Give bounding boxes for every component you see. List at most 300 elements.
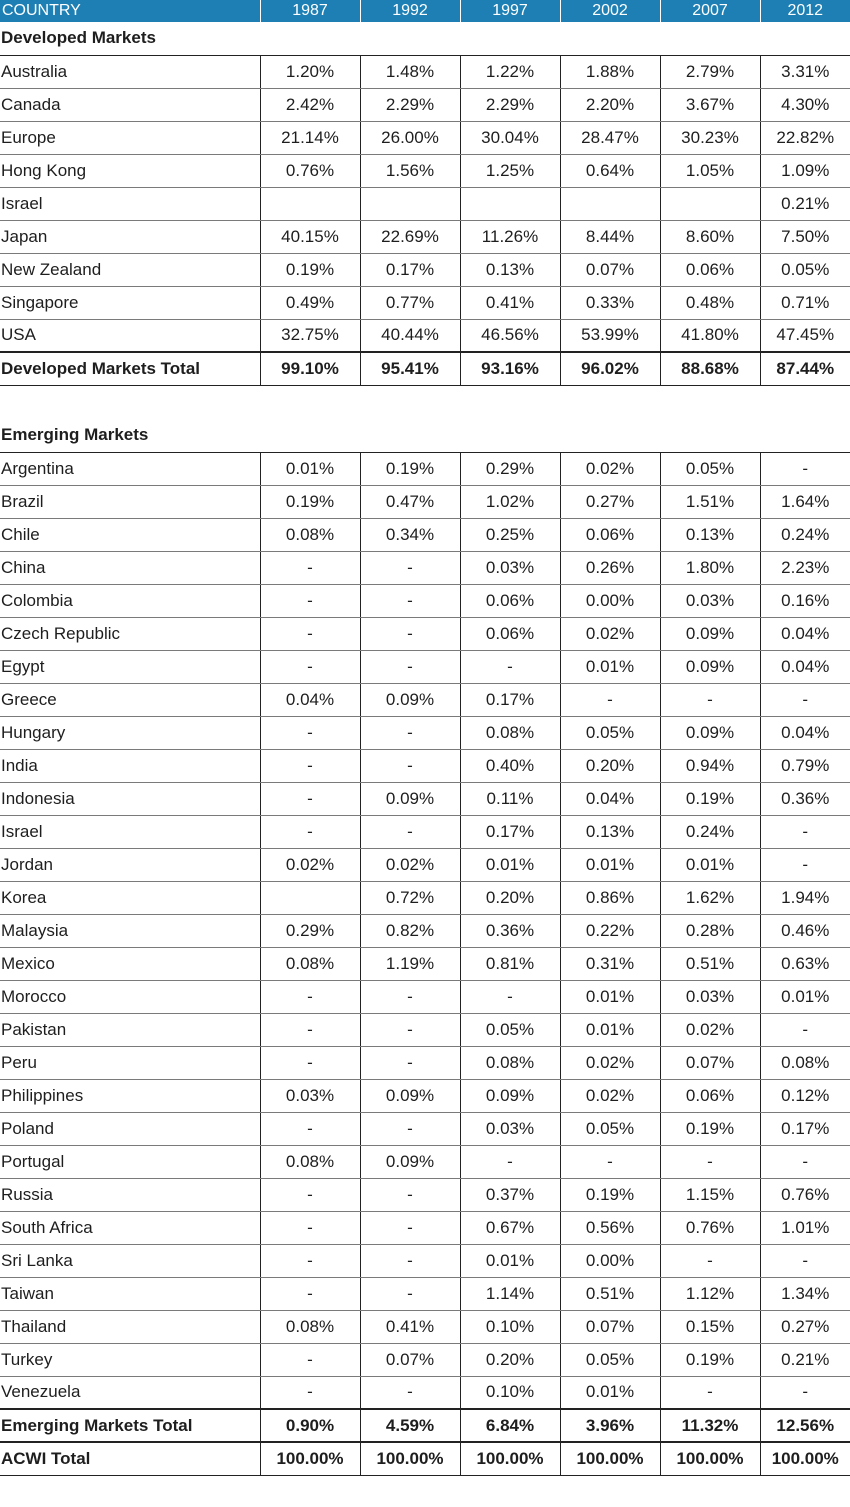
country-name: Japan — [0, 220, 260, 253]
weight-cell: 0.34% — [360, 518, 460, 551]
weight-cell: 0.02% — [560, 1046, 660, 1079]
weight-cell: - — [260, 551, 360, 584]
weight-cell: 95.41% — [360, 352, 460, 385]
header-year: 2012 — [760, 0, 850, 22]
weight-cell: 0.76% — [760, 1178, 850, 1211]
section-blank-cell — [260, 419, 360, 452]
weight-cell: 1.22% — [460, 55, 560, 88]
weight-cell: - — [260, 782, 360, 815]
section-title: Emerging Markets — [0, 419, 260, 452]
country-name: Emerging Markets Total — [0, 1409, 260, 1442]
weight-cell: 0.08% — [760, 1046, 850, 1079]
weight-cell: 0.08% — [260, 1310, 360, 1343]
weight-cell: - — [760, 683, 850, 716]
weight-cell: 0.07% — [660, 1046, 760, 1079]
weight-cell: 0.49% — [260, 286, 360, 319]
section-blank-cell — [660, 22, 760, 55]
weight-cell: - — [260, 1211, 360, 1244]
weight-cell: 0.41% — [460, 286, 560, 319]
weight-cell: 0.94% — [660, 749, 760, 782]
weight-cell: 0.08% — [460, 716, 560, 749]
weight-cell: 0.86% — [560, 881, 660, 914]
country-name: Brazil — [0, 485, 260, 518]
country-name: Singapore — [0, 286, 260, 319]
weight-cell: 0.20% — [560, 749, 660, 782]
table-row — [0, 551, 850, 584]
weight-cell: - — [360, 749, 460, 782]
weight-cell: 0.02% — [660, 1013, 760, 1046]
table-row — [0, 1310, 850, 1343]
weight-cell: - — [360, 617, 460, 650]
weight-cell: 26.00% — [360, 121, 460, 154]
table-row — [0, 518, 850, 551]
weight-cell: 2.29% — [460, 88, 560, 121]
weight-cell: 0.79% — [760, 749, 850, 782]
weight-cell: 0.00% — [560, 584, 660, 617]
weight-cell: 0.01% — [560, 980, 660, 1013]
weight-cell: 0.31% — [560, 947, 660, 980]
weight-cell: - — [360, 1112, 460, 1145]
country-name: India — [0, 749, 260, 782]
weight-cell: - — [360, 980, 460, 1013]
weight-cell: 2.79% — [660, 55, 760, 88]
country-name: Morocco — [0, 980, 260, 1013]
country-name: Colombia — [0, 584, 260, 617]
table-row — [0, 1277, 850, 1310]
country-name: Portugal — [0, 1145, 260, 1178]
weight-cell: - — [260, 815, 360, 848]
weight-cell: - — [260, 650, 360, 683]
table-row — [0, 650, 850, 683]
weight-cell: 1.56% — [360, 154, 460, 187]
weight-cell: 0.06% — [560, 518, 660, 551]
weight-cell: 0.08% — [260, 1145, 360, 1178]
section-blank-cell — [360, 419, 460, 452]
weight-cell: 0.25% — [460, 518, 560, 551]
weight-cell: 0.26% — [560, 551, 660, 584]
emerging-total-row — [0, 1409, 850, 1442]
weight-cell: 0.09% — [660, 617, 760, 650]
section-spacer — [0, 385, 850, 419]
weight-cell: 0.16% — [760, 584, 850, 617]
table-row — [0, 1376, 850, 1409]
weight-cell: 0.04% — [560, 782, 660, 815]
weight-cell: 0.19% — [260, 485, 360, 518]
weight-cell: 1.20% — [260, 55, 360, 88]
weight-cell: 0.29% — [260, 914, 360, 947]
weight-cell: 0.03% — [460, 1112, 560, 1145]
table-row — [0, 815, 850, 848]
weight-cell: - — [260, 1376, 360, 1409]
weight-cell: 0.03% — [260, 1079, 360, 1112]
header-year: 1997 — [460, 0, 560, 22]
weight-cell: 1.09% — [760, 154, 850, 187]
weight-cell: 1.62% — [660, 881, 760, 914]
weight-cell: 0.22% — [560, 914, 660, 947]
weight-cell: 0.09% — [360, 782, 460, 815]
country-name: Developed Markets Total — [0, 352, 260, 385]
table-row — [0, 121, 850, 154]
weight-cell: - — [360, 1277, 460, 1310]
weight-cell: 0.46% — [760, 914, 850, 947]
weight-cell: - — [360, 716, 460, 749]
weight-cell: 0.76% — [260, 154, 360, 187]
country-name: Jordan — [0, 848, 260, 881]
weight-cell: 96.02% — [560, 352, 660, 385]
table-row — [0, 1178, 850, 1211]
section-blank-cell — [460, 22, 560, 55]
weight-cell: 0.01% — [560, 1013, 660, 1046]
weight-cell: - — [360, 1376, 460, 1409]
weight-cell: - — [260, 584, 360, 617]
weight-cell: 0.90% — [260, 1409, 360, 1442]
weight-cell: 0.28% — [660, 914, 760, 947]
table-row — [0, 749, 850, 782]
weight-cell: - — [360, 584, 460, 617]
weight-cell: 0.01% — [460, 1244, 560, 1277]
header-year: 1987 — [260, 0, 360, 22]
weight-cell: - — [260, 1343, 360, 1376]
weight-cell: 0.09% — [460, 1079, 560, 1112]
section-blank-cell — [460, 419, 560, 452]
weight-cell: 100.00% — [460, 1442, 560, 1475]
country-name: Chile — [0, 518, 260, 551]
weight-cell: 0.81% — [460, 947, 560, 980]
table-row — [0, 485, 850, 518]
country-name: Hong Kong — [0, 154, 260, 187]
weight-cell: 0.20% — [460, 881, 560, 914]
table-row — [0, 584, 850, 617]
country-name: Indonesia — [0, 782, 260, 815]
country-name: Czech Republic — [0, 617, 260, 650]
table-row — [0, 848, 850, 881]
weight-cell: 1.15% — [660, 1178, 760, 1211]
weight-cell: 0.08% — [260, 947, 360, 980]
weight-cell: 3.31% — [760, 55, 850, 88]
weight-cell: 2.20% — [560, 88, 660, 121]
table-row — [0, 88, 850, 121]
weight-cell: - — [260, 1277, 360, 1310]
weight-cell: 53.99% — [560, 319, 660, 352]
weight-cell: 28.47% — [560, 121, 660, 154]
weight-cell: 0.01% — [260, 452, 360, 485]
weight-cell: 7.50% — [760, 220, 850, 253]
weight-cell: 4.59% — [360, 1409, 460, 1442]
weight-cell: - — [360, 551, 460, 584]
weight-cell: 0.05% — [560, 1343, 660, 1376]
weight-cell: 0.09% — [660, 650, 760, 683]
weight-cell: 0.01% — [560, 650, 660, 683]
weight-cell: - — [360, 1211, 460, 1244]
weight-cell: 0.47% — [360, 485, 460, 518]
table-row — [0, 319, 850, 352]
table-row — [0, 914, 850, 947]
weight-cell: 0.01% — [560, 848, 660, 881]
section-blank-cell — [560, 419, 660, 452]
table-row — [0, 220, 850, 253]
weight-cell: 1.94% — [760, 881, 850, 914]
weight-cell: - — [360, 1046, 460, 1079]
table-row — [0, 1112, 850, 1145]
weight-cell: 46.56% — [460, 319, 560, 352]
weight-cell: 2.42% — [260, 88, 360, 121]
weight-cell: 0.19% — [660, 782, 760, 815]
weight-cell: - — [760, 1013, 850, 1046]
weight-cell: 0.00% — [560, 1244, 660, 1277]
weight-cell: 0.40% — [460, 749, 560, 782]
weight-cell: - — [260, 1046, 360, 1079]
weight-cell: - — [560, 683, 660, 716]
weight-cell: - — [760, 1145, 850, 1178]
weight-cell — [260, 187, 360, 220]
weight-cell: - — [260, 716, 360, 749]
country-name: Peru — [0, 1046, 260, 1079]
table-body — [0, 22, 850, 1475]
section-blank-cell — [660, 419, 760, 452]
weight-cell — [660, 187, 760, 220]
weight-cell: - — [760, 1376, 850, 1409]
weight-cell: 0.71% — [760, 286, 850, 319]
weight-cell: 30.04% — [460, 121, 560, 154]
table-row — [0, 55, 850, 88]
weight-cell: 100.00% — [760, 1442, 850, 1475]
weight-cell: 12.56% — [760, 1409, 850, 1442]
weight-cell: 0.02% — [560, 452, 660, 485]
country-name: Hungary — [0, 716, 260, 749]
weight-cell: 0.08% — [260, 518, 360, 551]
weight-cell: 0.17% — [760, 1112, 850, 1145]
country-name: Taiwan — [0, 1277, 260, 1310]
country-name: Poland — [0, 1112, 260, 1145]
country-name: Australia — [0, 55, 260, 88]
weight-cell: 0.06% — [460, 617, 560, 650]
weight-cell: 1.25% — [460, 154, 560, 187]
weight-cell: 0.04% — [760, 716, 850, 749]
weight-cell: 0.09% — [360, 1079, 460, 1112]
weight-cell: 1.05% — [660, 154, 760, 187]
weight-cell: 0.06% — [660, 253, 760, 286]
weight-cell: 88.68% — [660, 352, 760, 385]
weight-cell: 1.34% — [760, 1277, 850, 1310]
weight-cell: 100.00% — [560, 1442, 660, 1475]
table-row — [0, 1046, 850, 1079]
header-row — [0, 0, 850, 22]
weight-cell: - — [260, 1013, 360, 1046]
country-name: Argentina — [0, 452, 260, 485]
weight-cell: 0.63% — [760, 947, 850, 980]
country-name: Turkey — [0, 1343, 260, 1376]
section-title: Developed Markets — [0, 22, 260, 55]
section-header-row — [0, 419, 850, 452]
weight-cell: 0.41% — [360, 1310, 460, 1343]
header-year: 2002 — [560, 0, 660, 22]
weight-cell: 0.21% — [760, 187, 850, 220]
weight-cell: 99.10% — [260, 352, 360, 385]
weight-cell: 21.14% — [260, 121, 360, 154]
weight-cell: 0.17% — [460, 683, 560, 716]
weight-cell: 2.29% — [360, 88, 460, 121]
weight-cell: 0.03% — [660, 584, 760, 617]
weight-cell: - — [660, 1145, 760, 1178]
weight-cell: 22.69% — [360, 220, 460, 253]
weight-cell: 0.04% — [760, 650, 850, 683]
section-blank-cell — [560, 22, 660, 55]
weight-cell: 0.12% — [760, 1079, 850, 1112]
weight-cell: 8.44% — [560, 220, 660, 253]
weight-cell: - — [360, 1244, 460, 1277]
weight-cell: 0.13% — [560, 815, 660, 848]
weight-cell: - — [660, 683, 760, 716]
table-row — [0, 1343, 850, 1376]
weight-cell: 0.01% — [660, 848, 760, 881]
weight-cell: - — [460, 980, 560, 1013]
country-name: Korea — [0, 881, 260, 914]
weight-cell: 0.13% — [460, 253, 560, 286]
weight-cell: 0.20% — [460, 1343, 560, 1376]
weight-cell: 0.09% — [360, 1145, 460, 1178]
country-name: Greece — [0, 683, 260, 716]
weight-cell: 1.48% — [360, 55, 460, 88]
table-row — [0, 716, 850, 749]
weight-cell: 100.00% — [660, 1442, 760, 1475]
weight-cell: 0.04% — [260, 683, 360, 716]
weight-cell: - — [760, 452, 850, 485]
weight-cell: 40.15% — [260, 220, 360, 253]
weight-cell: 40.44% — [360, 319, 460, 352]
weight-cell: - — [460, 650, 560, 683]
header-country: COUNTRY — [0, 0, 260, 22]
weight-cell: 0.33% — [560, 286, 660, 319]
weight-cell: 0.02% — [560, 1079, 660, 1112]
weight-cell: 1.19% — [360, 947, 460, 980]
weight-cell: 0.05% — [760, 253, 850, 286]
country-name: South Africa — [0, 1211, 260, 1244]
country-name: Europe — [0, 121, 260, 154]
weight-cell: - — [360, 1013, 460, 1046]
header-year: 1992 — [360, 0, 460, 22]
weight-cell — [360, 187, 460, 220]
weight-cell: 0.56% — [560, 1211, 660, 1244]
country-name: Canada — [0, 88, 260, 121]
weight-cell: 0.05% — [560, 1112, 660, 1145]
country-name: USA — [0, 319, 260, 352]
weight-cell: 0.05% — [460, 1013, 560, 1046]
table-row — [0, 154, 850, 187]
weight-cell: 0.19% — [660, 1343, 760, 1376]
country-name: New Zealand — [0, 253, 260, 286]
weight-cell: 0.10% — [460, 1376, 560, 1409]
weight-cell: 0.03% — [460, 551, 560, 584]
table-row — [0, 1013, 850, 1046]
weight-cell: 1.64% — [760, 485, 850, 518]
weight-cell: 0.21% — [760, 1343, 850, 1376]
weight-cell: - — [360, 815, 460, 848]
section-blank-cell — [260, 22, 360, 55]
weight-cell: 0.27% — [760, 1310, 850, 1343]
weight-cell: 3.67% — [660, 88, 760, 121]
weight-cell: - — [260, 1112, 360, 1145]
weight-cell: 0.17% — [360, 253, 460, 286]
weight-cell: 0.06% — [460, 584, 560, 617]
weight-cell — [460, 187, 560, 220]
section-header-row — [0, 22, 850, 55]
acwi-total-row — [0, 1442, 850, 1475]
weight-cell: 0.01% — [460, 848, 560, 881]
weight-cell: 0.02% — [360, 848, 460, 881]
weight-cell: 32.75% — [260, 319, 360, 352]
country-name: Israel — [0, 815, 260, 848]
table-row — [0, 782, 850, 815]
country-name: Pakistan — [0, 1013, 260, 1046]
country-name: Thailand — [0, 1310, 260, 1343]
weight-cell: 0.09% — [360, 683, 460, 716]
weight-cell: - — [760, 1244, 850, 1277]
weight-cell: - — [260, 749, 360, 782]
table-row — [0, 1211, 850, 1244]
weight-cell: 0.05% — [660, 452, 760, 485]
weight-cell: 0.10% — [460, 1310, 560, 1343]
weight-cell: 0.19% — [260, 253, 360, 286]
weight-cell: 0.02% — [560, 617, 660, 650]
weight-cell: 2.23% — [760, 551, 850, 584]
weight-cell: 1.14% — [460, 1277, 560, 1310]
weight-cell: 8.60% — [660, 220, 760, 253]
weight-cell: 4.30% — [760, 88, 850, 121]
table-row — [0, 187, 850, 220]
table-row — [0, 1079, 850, 1112]
weight-cell: 1.51% — [660, 485, 760, 518]
weight-cell: 0.77% — [360, 286, 460, 319]
weight-cell: 1.02% — [460, 485, 560, 518]
weight-cell: 0.01% — [560, 1376, 660, 1409]
weight-cell: 0.24% — [760, 518, 850, 551]
weight-cell: 6.84% — [460, 1409, 560, 1442]
table-row — [0, 683, 850, 716]
weight-cell: 0.67% — [460, 1211, 560, 1244]
weight-cell: 100.00% — [260, 1442, 360, 1475]
country-name: Venezuela — [0, 1376, 260, 1409]
weight-cell: - — [360, 1178, 460, 1211]
weight-cell: 0.24% — [660, 815, 760, 848]
weight-cell: 0.07% — [360, 1343, 460, 1376]
weight-cell: 0.37% — [460, 1178, 560, 1211]
weight-cell: 0.19% — [560, 1178, 660, 1211]
weight-cell: 0.64% — [560, 154, 660, 187]
weight-cell: - — [360, 650, 460, 683]
weight-cell: 0.76% — [660, 1211, 760, 1244]
weight-cell: 0.72% — [360, 881, 460, 914]
table-row — [0, 881, 850, 914]
weight-cell: - — [260, 617, 360, 650]
weight-cell: 0.36% — [760, 782, 850, 815]
country-name: Philippines — [0, 1079, 260, 1112]
weight-cell: - — [660, 1244, 760, 1277]
country-name: China — [0, 551, 260, 584]
table-row — [0, 947, 850, 980]
weight-cell: - — [460, 1145, 560, 1178]
weight-cell: 1.01% — [760, 1211, 850, 1244]
weight-cell — [560, 187, 660, 220]
country-name: Egypt — [0, 650, 260, 683]
weight-cell: - — [260, 980, 360, 1013]
weight-cell: 0.17% — [460, 815, 560, 848]
developed-total-row — [0, 352, 850, 385]
weight-cell: - — [660, 1376, 760, 1409]
country-name: Sri Lanka — [0, 1244, 260, 1277]
weight-cell: 0.48% — [660, 286, 760, 319]
weight-cell: 0.29% — [460, 452, 560, 485]
country-name: Israel — [0, 187, 260, 220]
